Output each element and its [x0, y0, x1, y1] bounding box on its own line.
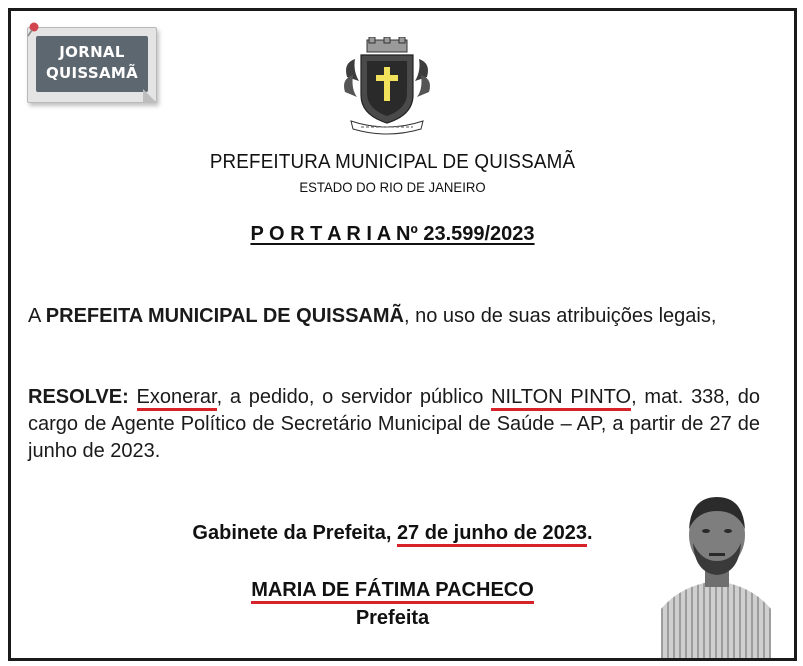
page-curl — [143, 89, 157, 103]
logo-line-2: QUISSAMÃ — [46, 64, 138, 82]
p2-space — [129, 386, 137, 408]
signature-date: 27 de junho de 2023 — [397, 522, 587, 547]
servant-name-highlight: NILTON PINTO — [491, 386, 631, 411]
logo-text — [36, 42, 148, 84]
p1-prefix: A — [28, 305, 46, 327]
signatory-role: Prefeita — [355, 607, 430, 629]
portaria-heading — [11, 223, 774, 246]
estado-subtitle: ESTADO DO RIO DE JANEIRO — [299, 179, 486, 195]
paragraph-authority — [28, 303, 760, 330]
p2-mid: , a pedido, o servidor público — [216, 386, 492, 408]
document-frame — [8, 8, 797, 661]
coat-of-arms-icon — [341, 37, 433, 135]
p2-rest: , mat. 338, do cargo de Agente Político de Secretário Municipal de Saúde – AP, a partir de 27 de junho de 2023. — [28, 386, 760, 462]
p1-authority: PREFEITA MUNICIPAL DE QUISSAMÃ — [45, 305, 404, 327]
portrait-photo — [661, 481, 771, 661]
logo-line-1: JORNAL — [59, 43, 125, 61]
exonerar-highlight: Exonerar — [137, 386, 217, 411]
logo-card — [27, 27, 157, 103]
portaria-number: P O R T A R I A Nº 23.599/2023 — [250, 223, 535, 245]
signature-period: . — [587, 522, 593, 544]
prefeitura-title: PREFEITURA MUNICIPAL DE QUISSAMÃ — [209, 151, 576, 173]
logo-plate — [36, 36, 148, 92]
pushpin-icon — [25, 21, 43, 39]
resolve-label: RESOLVE: — [28, 386, 129, 408]
signatory-name: MARIA DE FÁTIMA PACHECO — [251, 579, 534, 604]
signature-place: Gabinete da Prefeita, — [192, 522, 397, 544]
signature-place-date — [11, 522, 774, 545]
jornal-quissama-logo — [25, 21, 163, 107]
paragraph-resolve — [28, 384, 760, 465]
p1-rest: , no uso de suas atribuições legais, — [403, 305, 717, 327]
signatory-name-row — [11, 579, 774, 602]
